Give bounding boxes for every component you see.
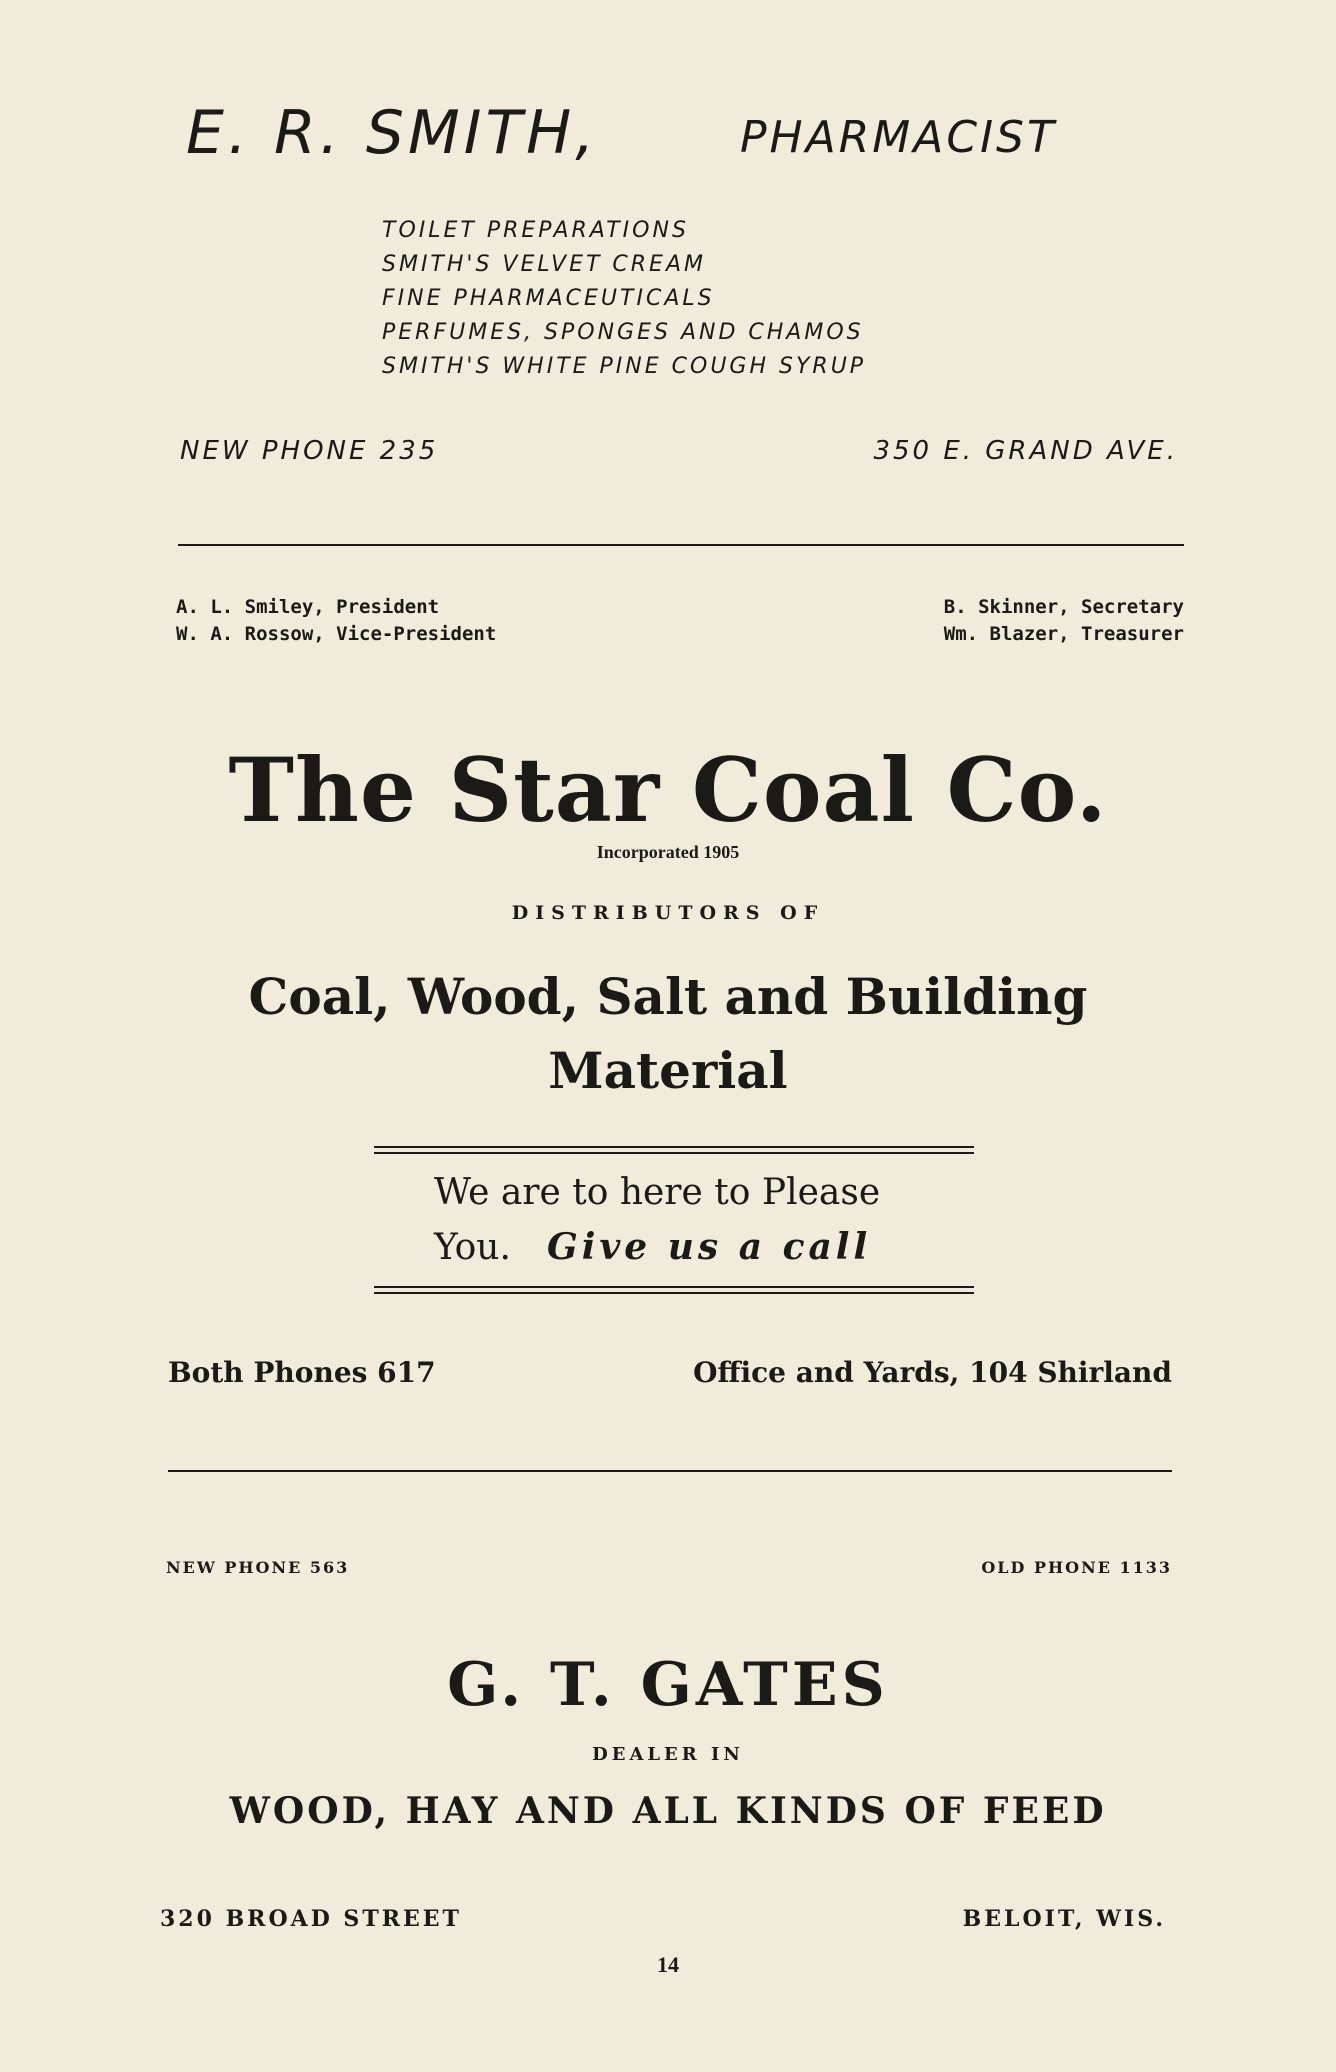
smith-address: 350 E. GRAND AVE. xyxy=(873,436,1178,466)
smith-phone: NEW PHONE 235 xyxy=(180,436,439,466)
star-coal-title: The Star Coal Co. xyxy=(228,738,1108,842)
gates-goods: WOOD, HAY AND ALL KINDS OF FEED xyxy=(229,1790,1107,1832)
officers-right xyxy=(944,594,1184,648)
smith-product: FINE PHARMACEUTICALS xyxy=(382,286,715,311)
officer-president: A. L. Smiley, President xyxy=(176,596,440,618)
page-number: 14 xyxy=(657,1952,679,1977)
slogan-line-1: We are to here to Please xyxy=(434,1172,881,1213)
divider-rule xyxy=(178,544,1184,546)
smith-title: PHARMACIST xyxy=(740,112,1057,163)
star-coal-slogan xyxy=(434,1166,880,1275)
star-coal-office: Office and Yards, 104 Shirland xyxy=(693,1356,1172,1389)
divider-rule xyxy=(168,1470,1172,1472)
gates-name: G. T. GATES xyxy=(447,1650,889,1720)
star-coal-phones: Both Phones 617 xyxy=(168,1356,436,1389)
gates-old-phone: OLD PHONE 1133 xyxy=(981,1558,1172,1577)
slogan-call: Give us a call xyxy=(546,1226,872,1268)
star-coal-distributors: DISTRIBUTORS OF xyxy=(511,902,825,924)
smith-product: SMITH'S VELVET CREAM xyxy=(382,252,706,277)
officer-secretary: B. Skinner, Secretary xyxy=(943,596,1184,618)
smith-product: PERFUMES, SPONGES AND CHAMOS xyxy=(382,320,864,345)
gates-street: 320 BROAD STREET xyxy=(160,1906,462,1932)
star-coal-goods-text: Coal, Wood, Salt and Building Material xyxy=(248,967,1088,1100)
gates-city: BELOIT, WIS. xyxy=(962,1906,1166,1932)
officers-left xyxy=(176,594,496,648)
double-rule-top xyxy=(374,1146,974,1154)
officer-treasurer: Wm. Blazer, Treasurer xyxy=(943,623,1184,645)
slogan-you: You. xyxy=(434,1227,511,1268)
officer-vice-president: W. A. Rossow, Vice-President xyxy=(176,623,497,645)
star-coal-goods xyxy=(0,960,1336,1108)
smith-name: E. R. SMITH, xyxy=(186,98,599,168)
gates-dealer: DEALER IN xyxy=(592,1744,744,1765)
star-coal-incorporated: Incorporated 1905 xyxy=(596,842,740,862)
double-rule-bottom xyxy=(374,1286,974,1294)
smith-product: SMITH'S WHITE PINE COUGH SYRUP xyxy=(382,354,867,379)
smith-product-list xyxy=(382,214,866,384)
smith-product: TOILET PREPARATIONS xyxy=(382,218,689,243)
gates-new-phone: NEW PHONE 563 xyxy=(166,1558,350,1577)
slogan-line-2 xyxy=(434,1220,880,1275)
